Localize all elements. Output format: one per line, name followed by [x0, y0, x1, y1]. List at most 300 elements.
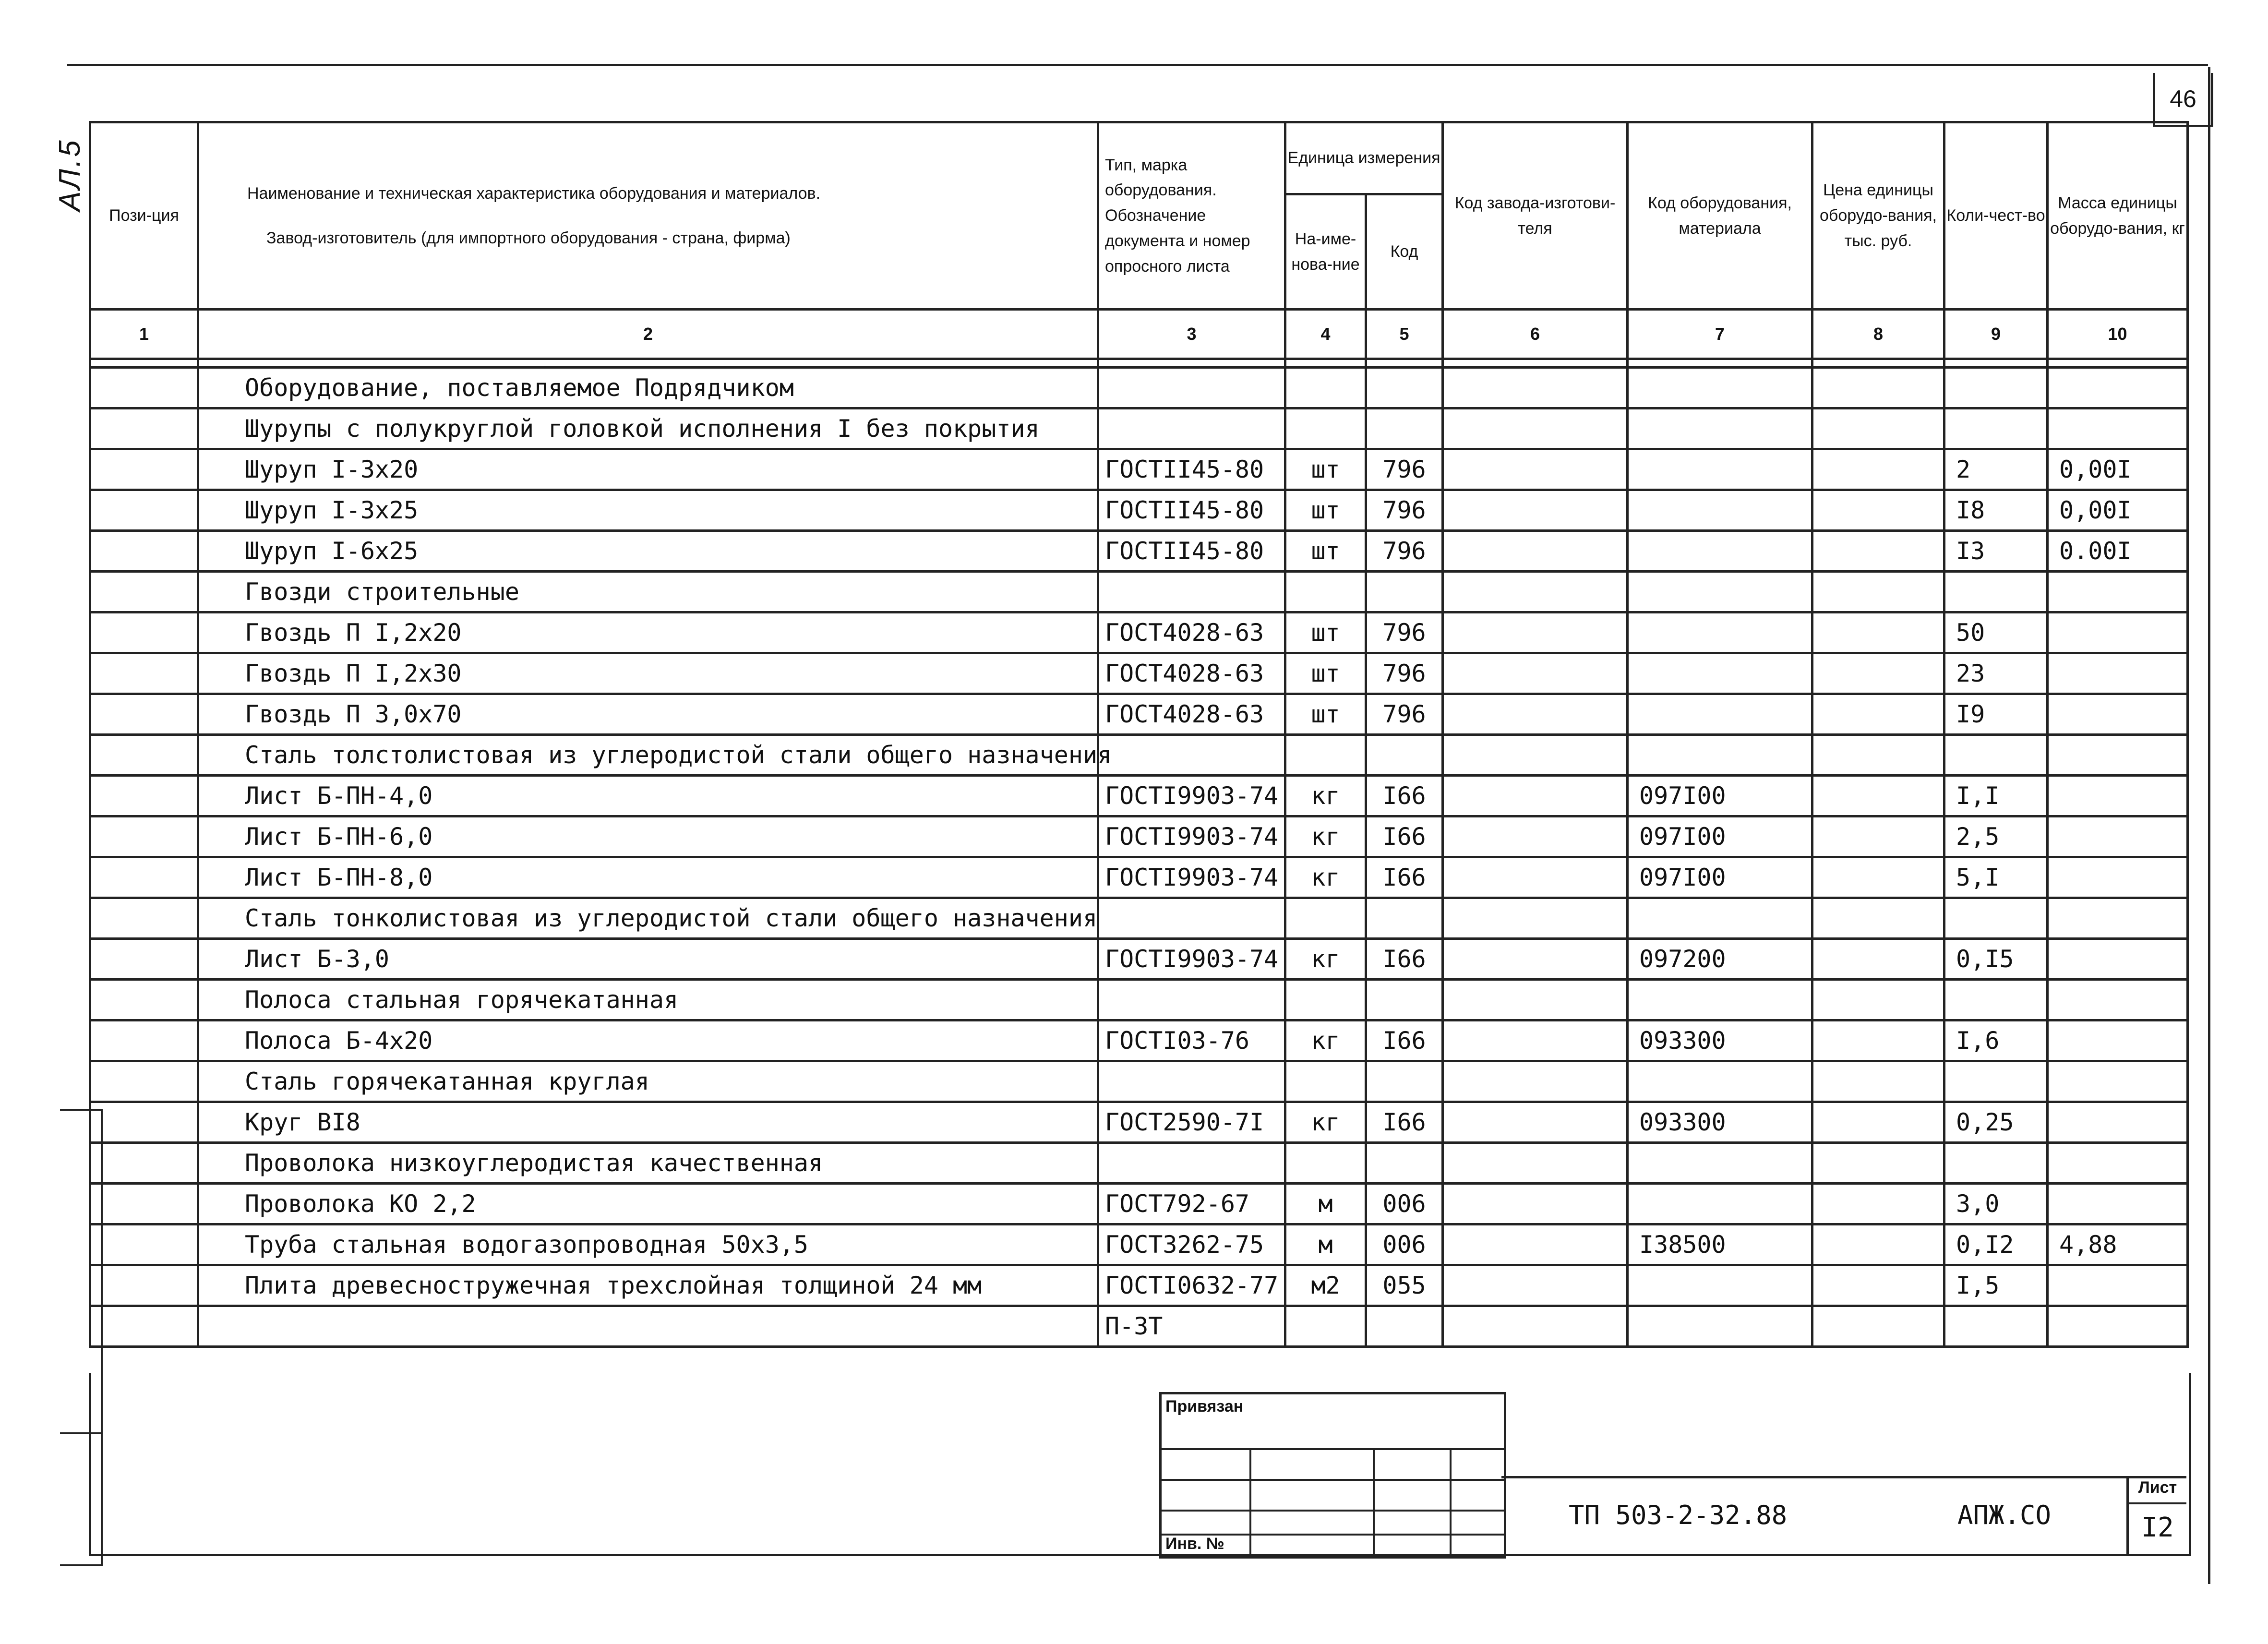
table-row	[90, 776, 2188, 816]
cell-price	[1812, 572, 1944, 612]
cell-doc	[1098, 368, 1285, 408]
cell-price	[1812, 1143, 1944, 1184]
column-number: 1	[90, 310, 198, 359]
cell-doc: ГОСТ2590-7I	[1098, 1102, 1285, 1143]
cell-mass	[2048, 1265, 2188, 1306]
column-number: 5	[1366, 310, 1443, 359]
table-row	[90, 1224, 2188, 1265]
cell-unit	[1285, 980, 1366, 1020]
cell-pos	[90, 1102, 198, 1143]
sheet-label: Лист	[2129, 1478, 2186, 1504]
cell-name: Полоса стальная горячекатанная	[198, 980, 1098, 1020]
cell-mass	[2048, 1020, 2188, 1061]
column-number: 3	[1098, 310, 1285, 359]
table-row	[90, 694, 2188, 735]
cell-equip: 097I00	[1628, 816, 1812, 857]
cell-factory	[1443, 653, 1628, 694]
cell-price	[1812, 735, 1944, 776]
cell-qty: 0,I5	[1944, 939, 2048, 980]
approval-stamp	[1159, 1392, 1506, 1559]
cell-doc: ГОСТ4028-63	[1098, 694, 1285, 735]
cell-code: I66	[1366, 857, 1443, 898]
header-name-line2: Завод-изготовитель (для импортного оборудования - страна, фирма)	[266, 228, 791, 247]
cell-qty: 2,5	[1944, 816, 2048, 857]
cell-doc: ГОСТ792-67	[1098, 1184, 1285, 1224]
cell-factory	[1443, 735, 1628, 776]
cell-equip	[1628, 1143, 1812, 1184]
cell-doc: ГОСТII45-80	[1098, 531, 1285, 572]
table-row	[90, 735, 2188, 776]
table-row	[90, 572, 2188, 612]
cell-equip: 093300	[1628, 1020, 1812, 1061]
header-mass: Масса единицы оборудо-вания, кг	[2048, 122, 2188, 310]
cell-price	[1812, 368, 1944, 408]
cell-code	[1366, 1061, 1443, 1102]
cell-code: 796	[1366, 694, 1443, 735]
table-row	[90, 1061, 2188, 1102]
cell-code: I66	[1366, 1020, 1443, 1061]
header-unit-name: На-име-нова-ние	[1285, 194, 1366, 310]
cell-code: 055	[1366, 1265, 1443, 1306]
table-row	[90, 1143, 2188, 1184]
top-border-line	[67, 64, 2208, 66]
cell-code	[1366, 898, 1443, 939]
cell-doc: ГОСТ4028-63	[1098, 653, 1285, 694]
cell-unit: кг	[1285, 776, 1366, 816]
cell-equip	[1628, 1184, 1812, 1224]
table-row	[90, 939, 2188, 980]
cell-qty: 0,25	[1944, 1102, 2048, 1143]
cell-code: I66	[1366, 1102, 1443, 1143]
cell-unit: кг	[1285, 1102, 1366, 1143]
cell-mass	[2048, 1143, 2188, 1184]
cell-price	[1812, 408, 1944, 449]
cell-pos	[90, 1020, 198, 1061]
cell-doc: ГОСТ3262-75	[1098, 1224, 1285, 1265]
cell-equip: I38500	[1628, 1224, 1812, 1265]
cell-factory	[1443, 1102, 1628, 1143]
cell-qty: I3	[1944, 531, 2048, 572]
side-mark: АЛ.5	[53, 138, 86, 211]
cell-code: 796	[1366, 490, 1443, 531]
cell-pos	[90, 653, 198, 694]
cell-qty	[1944, 980, 2048, 1020]
cell-name: Труба стальная водогазопроводная 50х3,5	[198, 1224, 1098, 1265]
cell-equip	[1628, 694, 1812, 735]
table-row	[90, 1102, 2188, 1143]
cell-name: Сталь тонколистовая из углеродистой стали общего назначения	[198, 898, 1098, 939]
cell-unit: шт	[1285, 490, 1366, 531]
cell-doc: П-3Т	[1098, 1306, 1285, 1347]
cell-pos	[90, 1306, 198, 1347]
cell-qty	[1944, 735, 2048, 776]
column-number: 7	[1628, 310, 1812, 359]
table-row	[90, 857, 2188, 898]
cell-price	[1812, 1102, 1944, 1143]
cell-factory	[1443, 572, 1628, 612]
cell-mass: 0,00I	[2048, 449, 2188, 490]
cell-price	[1812, 1306, 1944, 1347]
cell-qty: 0,I2	[1944, 1224, 2048, 1265]
cell-factory	[1443, 939, 1628, 980]
cell-unit: м	[1285, 1184, 1366, 1224]
cell-price	[1812, 612, 1944, 653]
document-code: ТП 503-2-32.88	[1569, 1500, 1788, 1530]
cell-doc	[1098, 980, 1285, 1020]
cell-code: 006	[1366, 1184, 1443, 1224]
cell-price	[1812, 1184, 1944, 1224]
cell-equip: 097200	[1628, 939, 1812, 980]
header-factory-code: Код завода-изготови-теля	[1443, 122, 1628, 310]
cell-equip	[1628, 531, 1812, 572]
cell-unit	[1285, 735, 1366, 776]
column-number: 9	[1944, 310, 2048, 359]
cell-factory	[1443, 898, 1628, 939]
cell-equip	[1628, 449, 1812, 490]
cell-qty	[1944, 898, 2048, 939]
cell-factory	[1443, 1184, 1628, 1224]
cell-name: Шуруп I-3х25	[198, 490, 1098, 531]
column-number: 6	[1443, 310, 1628, 359]
cell-pos	[90, 735, 198, 776]
cell-doc: ГОСТI9903-74	[1098, 939, 1285, 980]
cell-unit: шт	[1285, 694, 1366, 735]
cell-name: Гвоздь П 3,0х70	[198, 694, 1098, 735]
cell-factory	[1443, 776, 1628, 816]
cell-factory	[1443, 857, 1628, 898]
inventory-label: Инв. №	[1165, 1535, 1224, 1553]
cell-mass	[2048, 1102, 2188, 1143]
cell-qty: I,6	[1944, 1020, 2048, 1061]
cell-pos	[90, 980, 198, 1020]
cell-name: Плита древесностружечная трехслойная толщиной 24 мм	[198, 1265, 1098, 1306]
table-row	[90, 653, 2188, 694]
cell-equip: 093300	[1628, 1102, 1812, 1143]
cell-equip	[1628, 980, 1812, 1020]
cell-name: Полоса Б-4х20	[198, 1020, 1098, 1061]
cell-unit: м2	[1285, 1265, 1366, 1306]
cell-equip	[1628, 490, 1812, 531]
cell-factory	[1443, 1020, 1628, 1061]
cell-unit: шт	[1285, 531, 1366, 572]
cell-unit	[1285, 898, 1366, 939]
cell-factory	[1443, 694, 1628, 735]
cell-mass	[2048, 980, 2188, 1020]
cell-qty: I,I	[1944, 776, 2048, 816]
cell-doc: ГОСТI9903-74	[1098, 857, 1285, 898]
cell-mass	[2048, 776, 2188, 816]
page-number: 46	[2153, 73, 2213, 127]
cell-unit	[1285, 368, 1366, 408]
cell-name: Шурупы с полукруглой головкой исполнения I без покрытия	[198, 408, 1098, 449]
cell-doc: ГОСТI0632-77	[1098, 1265, 1285, 1306]
cell-equip	[1628, 408, 1812, 449]
cell-pos	[90, 857, 198, 898]
column-number: 10	[2048, 310, 2188, 359]
cell-unit: шт	[1285, 653, 1366, 694]
cell-factory	[1443, 612, 1628, 653]
table-row	[90, 1265, 2188, 1306]
cell-doc	[1098, 572, 1285, 612]
cell-name: Гвозди строительные	[198, 572, 1098, 612]
header-name	[198, 122, 1098, 310]
cell-factory	[1443, 816, 1628, 857]
header-unit-code: Код	[1366, 194, 1443, 310]
table-row	[90, 1020, 2188, 1061]
column-numbers-row	[90, 310, 2188, 359]
table-row	[90, 898, 2188, 939]
cell-factory	[1443, 980, 1628, 1020]
table-row	[90, 612, 2188, 653]
cell-doc: ГОСТI9903-74	[1098, 816, 1285, 857]
cell-factory	[1443, 1265, 1628, 1306]
header-unit-group: Единица измерения	[1285, 122, 1443, 194]
cell-mass	[2048, 816, 2188, 857]
cell-pos	[90, 1143, 198, 1184]
header-type: Тип, марка оборудования. Обозначение документа и номер опросного листа	[1098, 122, 1285, 310]
cell-factory	[1443, 1143, 1628, 1184]
cell-pos	[90, 1061, 198, 1102]
cell-mass	[2048, 572, 2188, 612]
cell-name: Проволока КО 2,2	[198, 1184, 1098, 1224]
cell-equip	[1628, 735, 1812, 776]
cell-mass	[2048, 408, 2188, 449]
document-mark: АПЖ.СО	[1957, 1500, 2052, 1530]
cell-price	[1812, 449, 1944, 490]
cell-unit: кг	[1285, 816, 1366, 857]
cell-qty	[1944, 572, 2048, 612]
header-price: Цена единицы оборудо-вания, тыс. руб.	[1812, 122, 1944, 310]
cell-unit	[1285, 1061, 1366, 1102]
cell-name: Гвоздь П I,2х20	[198, 612, 1098, 653]
cell-unit	[1285, 1306, 1366, 1347]
cell-doc	[1098, 408, 1285, 449]
cell-pos	[90, 368, 198, 408]
cell-name: Шуруп I-3х20	[198, 449, 1098, 490]
cell-code	[1366, 408, 1443, 449]
cell-pos	[90, 572, 198, 612]
cell-pos	[90, 776, 198, 816]
cell-pos	[90, 612, 198, 653]
cell-pos	[90, 531, 198, 572]
cell-pos	[90, 490, 198, 531]
cell-name: Лист Б-3,0	[198, 939, 1098, 980]
cell-factory	[1443, 408, 1628, 449]
cell-unit	[1285, 572, 1366, 612]
cell-name: Лист Б-ПН-6,0	[198, 816, 1098, 857]
cell-unit: кг	[1285, 857, 1366, 898]
cell-qty: I9	[1944, 694, 2048, 735]
cell-qty: 3,0	[1944, 1184, 2048, 1224]
cell-qty	[1944, 1061, 2048, 1102]
cell-code	[1366, 735, 1443, 776]
cell-equip	[1628, 653, 1812, 694]
cell-equip	[1628, 1265, 1812, 1306]
header-position: Пози-ция	[90, 122, 198, 310]
cell-doc: ГОСТII45-80	[1098, 449, 1285, 490]
sheet-box	[2126, 1478, 2186, 1556]
cell-price	[1812, 776, 1944, 816]
cell-doc: ГОСТI03-76	[1098, 1020, 1285, 1061]
column-number: 2	[198, 310, 1098, 359]
cell-unit: шт	[1285, 612, 1366, 653]
cell-code: I66	[1366, 816, 1443, 857]
cell-price	[1812, 980, 1944, 1020]
cell-price	[1812, 490, 1944, 531]
table-row	[90, 490, 2188, 531]
specification-table	[89, 121, 2189, 1348]
cell-mass	[2048, 1061, 2188, 1102]
cell-equip: 097I00	[1628, 857, 1812, 898]
cell-mass	[2048, 1184, 2188, 1224]
cell-doc: ГОСТ4028-63	[1098, 612, 1285, 653]
cell-doc: ГОСТI9903-74	[1098, 776, 1285, 816]
table-row	[90, 408, 2188, 449]
cell-qty	[1944, 1306, 2048, 1347]
cell-price	[1812, 1265, 1944, 1306]
cell-equip	[1628, 1061, 1812, 1102]
cell-code: I66	[1366, 939, 1443, 980]
cell-code: 796	[1366, 653, 1443, 694]
cell-code	[1366, 1306, 1443, 1347]
cell-equip: 097I00	[1628, 776, 1812, 816]
cell-name: Круг BI8	[198, 1102, 1098, 1143]
cell-doc	[1098, 735, 1285, 776]
cell-code: 796	[1366, 531, 1443, 572]
table-row	[90, 449, 2188, 490]
cell-pos	[90, 408, 198, 449]
cell-mass: 0,00I	[2048, 490, 2188, 531]
cell-mass: 4,88	[2048, 1224, 2188, 1265]
cell-code	[1366, 572, 1443, 612]
cell-name: Шуруп I-6х25	[198, 531, 1098, 572]
cell-name: Сталь толстолистовая из углеродистой стали общего назначения	[198, 735, 1098, 776]
cell-qty	[1944, 368, 2048, 408]
cell-mass	[2048, 653, 2188, 694]
table-row	[90, 531, 2188, 572]
cell-qty	[1944, 408, 2048, 449]
cell-qty: 5,I	[1944, 857, 2048, 898]
sheet-number: I2	[2141, 1512, 2174, 1543]
cell-qty	[1944, 1143, 2048, 1184]
cell-mass	[2048, 368, 2188, 408]
cell-price	[1812, 1020, 1944, 1061]
cell-name: Проволока низкоуглеродистая качественная	[198, 1143, 1098, 1184]
cell-price	[1812, 939, 1944, 980]
cell-mass	[2048, 1306, 2188, 1347]
cell-factory	[1443, 1224, 1628, 1265]
cell-name	[198, 1306, 1098, 1347]
cell-unit	[1285, 408, 1366, 449]
cell-mass	[2048, 857, 2188, 898]
cell-pos	[90, 898, 198, 939]
cell-pos	[90, 449, 198, 490]
cell-price	[1812, 898, 1944, 939]
cell-equip	[1628, 898, 1812, 939]
cell-name: Сталь горячекатанная круглая	[198, 1061, 1098, 1102]
cell-code: I66	[1366, 776, 1443, 816]
header-equipment-code: Код оборудования, материала	[1628, 122, 1812, 310]
right-border-line	[2208, 67, 2210, 1584]
header-name-line1: Наименование и техническая характеристика оборудования и материалов.	[247, 184, 821, 203]
cell-qty: I8	[1944, 490, 2048, 531]
cell-mass	[2048, 612, 2188, 653]
cell-pos	[90, 1224, 198, 1265]
cell-factory	[1443, 490, 1628, 531]
cell-code: 006	[1366, 1224, 1443, 1265]
cell-name: Оборудование, поставляемое Подрядчиком	[198, 368, 1098, 408]
cell-doc	[1098, 1143, 1285, 1184]
cell-price	[1812, 1061, 1944, 1102]
cell-name: Лист Б-ПН-4,0	[198, 776, 1098, 816]
header-quantity: Коли-чест-во	[1944, 122, 2048, 310]
cell-unit	[1285, 1143, 1366, 1184]
cell-mass	[2048, 898, 2188, 939]
cell-factory	[1443, 531, 1628, 572]
cell-price	[1812, 816, 1944, 857]
cell-code	[1366, 980, 1443, 1020]
cell-factory	[1443, 368, 1628, 408]
cell-mass: 0.00I	[2048, 531, 2188, 572]
cell-qty: 23	[1944, 653, 2048, 694]
table-row	[90, 980, 2188, 1020]
cell-equip	[1628, 572, 1812, 612]
table-row	[90, 816, 2188, 857]
cell-unit: кг	[1285, 939, 1366, 980]
cell-mass	[2048, 939, 2188, 980]
cell-price	[1812, 1224, 1944, 1265]
cell-equip	[1628, 612, 1812, 653]
cell-factory	[1443, 1061, 1628, 1102]
cell-name: Лист Б-ПН-8,0	[198, 857, 1098, 898]
cell-name: Гвоздь П I,2х30	[198, 653, 1098, 694]
cell-unit: м	[1285, 1224, 1366, 1265]
cell-unit: кг	[1285, 1020, 1366, 1061]
cell-equip	[1628, 1306, 1812, 1347]
cell-price	[1812, 531, 1944, 572]
cell-code: 796	[1366, 449, 1443, 490]
cell-price	[1812, 694, 1944, 735]
cell-doc	[1098, 1061, 1285, 1102]
cell-pos	[90, 1265, 198, 1306]
cell-price	[1812, 857, 1944, 898]
cell-pos	[90, 939, 198, 980]
column-number: 8	[1812, 310, 1944, 359]
cell-qty: I,5	[1944, 1265, 2048, 1306]
stamp-title: Привязан	[1165, 1397, 1244, 1416]
cell-pos	[90, 816, 198, 857]
title-block	[1501, 1476, 2186, 1556]
table-row	[90, 368, 2188, 408]
cell-price	[1812, 653, 1944, 694]
cell-factory	[1443, 1306, 1628, 1347]
cell-doc: ГОСТII45-80	[1098, 490, 1285, 531]
cell-qty: 50	[1944, 612, 2048, 653]
cell-code	[1366, 1143, 1443, 1184]
cell-pos	[90, 1184, 198, 1224]
column-number: 4	[1285, 310, 1366, 359]
table-row	[90, 1306, 2188, 1347]
cell-doc	[1098, 898, 1285, 939]
cell-mass	[2048, 735, 2188, 776]
cell-equip	[1628, 368, 1812, 408]
cell-qty: 2	[1944, 449, 2048, 490]
cell-unit: шт	[1285, 449, 1366, 490]
cell-pos	[90, 694, 198, 735]
table-row	[90, 1184, 2188, 1224]
cell-code	[1366, 368, 1443, 408]
cell-mass	[2048, 694, 2188, 735]
